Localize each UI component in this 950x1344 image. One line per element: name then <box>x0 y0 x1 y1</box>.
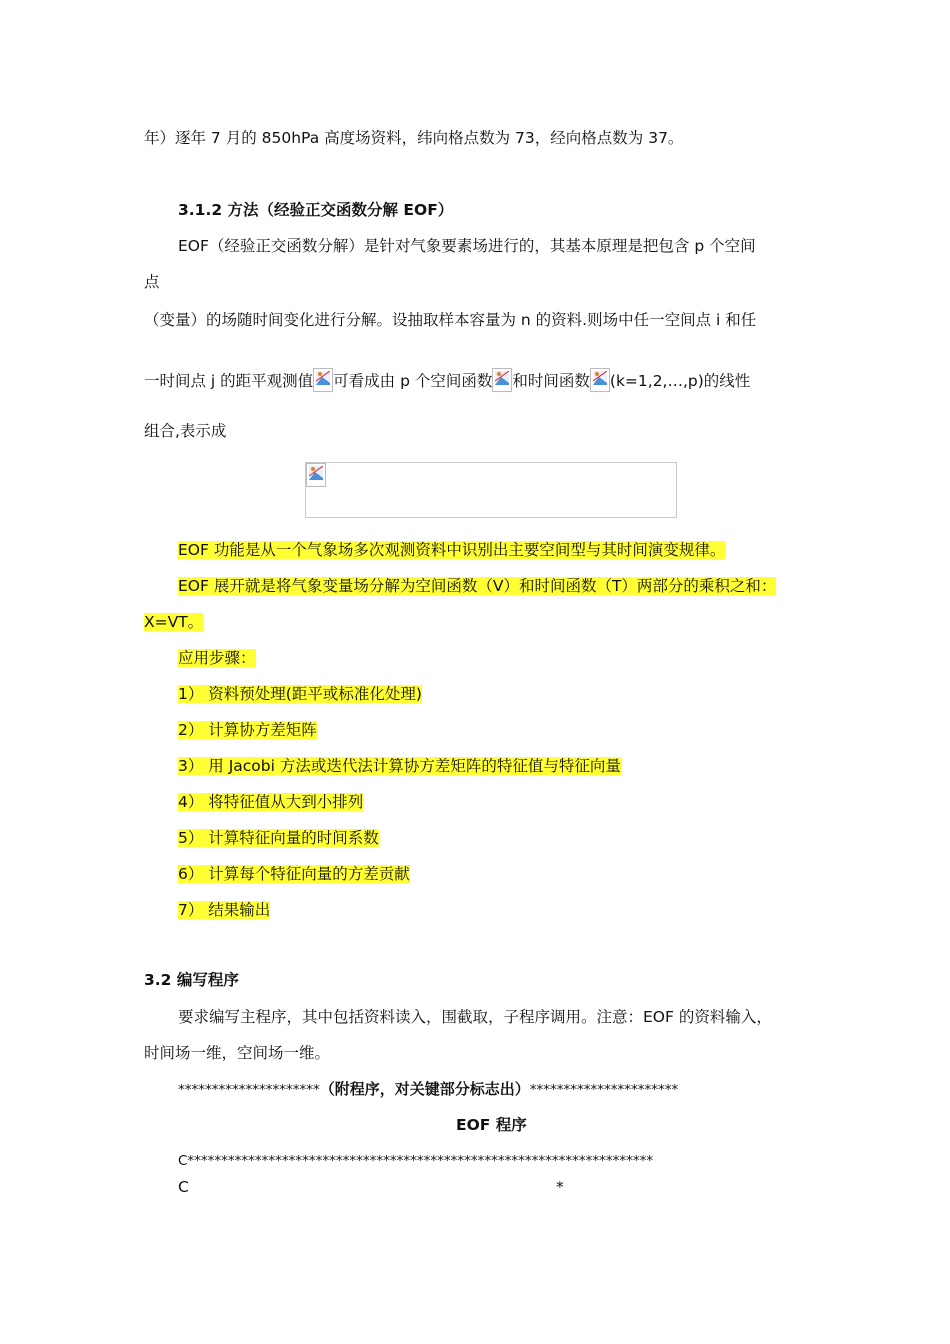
paragraph-segment: (k=1,2,…,p)的线性 <box>609 372 751 390</box>
paragraph-line-with-images <box>144 368 750 392</box>
step-item <box>178 899 270 921</box>
section-heading-3-1-2: 3.1.2 方法（经验正交函数分解 EOF） <box>178 201 454 219</box>
broken-image-icon <box>313 368 333 392</box>
paragraph-segment: 和时间函数 <box>512 372 590 390</box>
asterisk-run: ********************* <box>178 1082 320 1098</box>
section-heading-3-2: 3.2 编写程序 <box>144 971 239 989</box>
formula-image-frame <box>305 462 677 518</box>
code-line: C********************************************************************* <box>178 1153 654 1169</box>
highlighted-text: 应用步骤： <box>178 649 256 667</box>
paragraph-line: 组合,表示成 <box>144 422 227 440</box>
broken-image-icon <box>492 368 512 392</box>
broken-image-icon <box>306 463 326 487</box>
highlighted-text: 7） 结果输出 <box>178 901 271 919</box>
broken-image-icon <box>590 368 610 392</box>
appendix-banner <box>178 1078 678 1101</box>
highlighted-text: 6） 计算每个特征向量的方差贡献 <box>178 865 410 883</box>
paragraph-segment: 可看成由 p 个空间函数 <box>333 372 493 390</box>
step-item <box>178 719 317 741</box>
steps-title <box>178 647 256 669</box>
asterisk-run: ********************** <box>529 1082 679 1098</box>
highlighted-text: 5） 计算特征向量的时间系数 <box>178 829 379 847</box>
paragraph-line: EOF（经验正交函数分解）是针对气象要素场进行的，其基本原理是把包含 p 个空间 <box>178 237 756 255</box>
highlighted-text: EOF 展开就是将气象变量场分解为空间函数（V）和时间函数（T）两部分的乘积之和： <box>178 577 777 595</box>
paragraph-line: 要求编写主程序，其中包括资料读入，围截取，子程序调用。注意：EOF 的资料输入， <box>178 1008 772 1026</box>
intro-tail-text: 年）逐年 7 月的 850hPa 高度场资料，纬向格点数为 73，经向格点数为 37。 <box>144 129 684 147</box>
highlighted-text: EOF 功能是从一个气象场多次观测资料中识别出主要空间型与其时间演变规律。 <box>178 541 726 559</box>
paragraph-line: 点 <box>144 273 160 291</box>
highlighted-text: 3） 用 Jacobi 方法或迭代法计算协方差矩阵的特征值与特征向量 <box>178 757 621 775</box>
highlighted-text: 2） 计算协方差矩阵 <box>178 721 317 739</box>
highlighted-line <box>178 575 776 597</box>
code-line-c: C <box>178 1178 189 1196</box>
step-item <box>178 863 410 885</box>
highlighted-text: 4） 将特征值从大到小排列 <box>178 793 364 811</box>
highlighted-text: X=VT。 <box>144 613 204 631</box>
step-item <box>178 683 422 705</box>
step-item <box>178 827 379 849</box>
code-line-star: * <box>556 1178 564 1196</box>
step-item <box>178 791 363 813</box>
highlighted-text: 1） 资料预处理(距平或标准化处理) <box>178 685 422 703</box>
program-title: EOF 程序 <box>456 1116 527 1134</box>
highlighted-line <box>178 539 725 561</box>
paragraph-segment: 一时间点 j 的距平观测值 <box>144 372 314 390</box>
appendix-label: （附程序，对关键部分标志出） <box>319 1080 530 1098</box>
step-item <box>178 755 621 777</box>
highlighted-line <box>144 611 203 633</box>
paragraph-line: 时间场一维，空间场一维。 <box>144 1044 331 1062</box>
paragraph-line: （变量）的场随时间变化进行分解。设抽取样本容量为 n 的资料.则场中任一空间点 i 和任 <box>144 311 757 329</box>
